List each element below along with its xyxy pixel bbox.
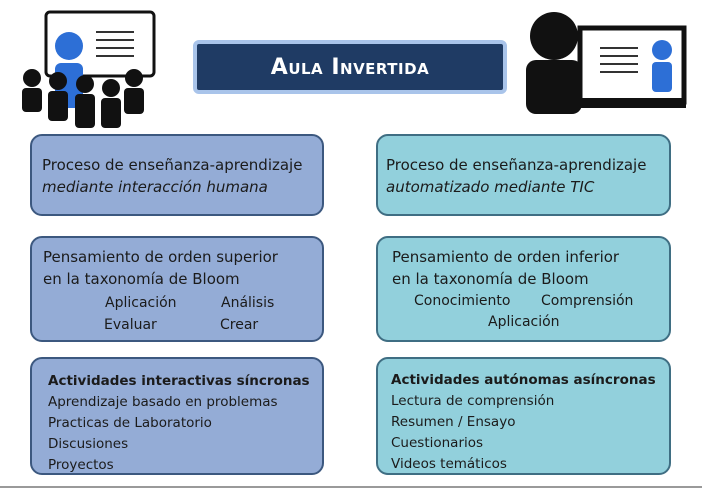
title-banner — [193, 40, 507, 94]
online-learner-icon — [520, 8, 690, 118]
right-thinking-line1: Pensamiento de orden inferior — [392, 248, 620, 266]
divider — [0, 486, 702, 488]
right-process-line2: automatizado mediante TIC — [386, 178, 595, 196]
list-item: Practicas de Laboratorio — [48, 415, 212, 431]
right-process-box — [376, 134, 671, 216]
page-title: Aula Invertida — [270, 54, 430, 80]
list-item: Discusiones — [48, 436, 129, 452]
list-item: Aprendizaje basado en problemas — [48, 394, 278, 410]
left-activities-heading: Actividades interactivas síncronas — [48, 373, 310, 389]
bloom-item: Crear — [220, 317, 259, 333]
right-thinking-line2: en la taxonomía de Bloom — [392, 270, 589, 288]
bloom-item: Comprensión — [541, 293, 634, 309]
right-process-line1: Proceso de enseñanza-aprendizaje — [386, 156, 647, 174]
left-process-box — [30, 134, 324, 216]
right-thinking-box — [376, 236, 671, 342]
bloom-item: Evaluar — [104, 317, 157, 333]
bloom-item: Conocimiento — [414, 293, 511, 309]
left-process-line1: Proceso de enseñanza-aprendizaje — [42, 156, 303, 174]
list-item: Resumen / Ensayo — [391, 414, 516, 430]
left-thinking-line1: Pensamiento de orden superior — [43, 248, 278, 266]
bloom-item: Aplicación — [488, 314, 560, 330]
bloom-item: Aplicación — [105, 295, 177, 311]
list-item: Lectura de comprensión — [391, 393, 555, 409]
left-thinking-box — [30, 236, 324, 342]
right-activities-heading: Actividades autónomas asíncronas — [391, 372, 656, 388]
bloom-item: Análisis — [221, 295, 275, 311]
left-process-line2: mediante interacción humana — [42, 178, 268, 196]
classroom-teacher-icon — [18, 8, 163, 133]
list-item: Cuestionarios — [391, 435, 484, 451]
list-item: Videos temáticos — [391, 456, 507, 472]
right-activities-box — [376, 357, 671, 475]
left-thinking-line2: en la taxonomía de Bloom — [43, 270, 240, 288]
left-activities-box — [30, 357, 324, 475]
list-item: Proyectos — [48, 457, 114, 473]
